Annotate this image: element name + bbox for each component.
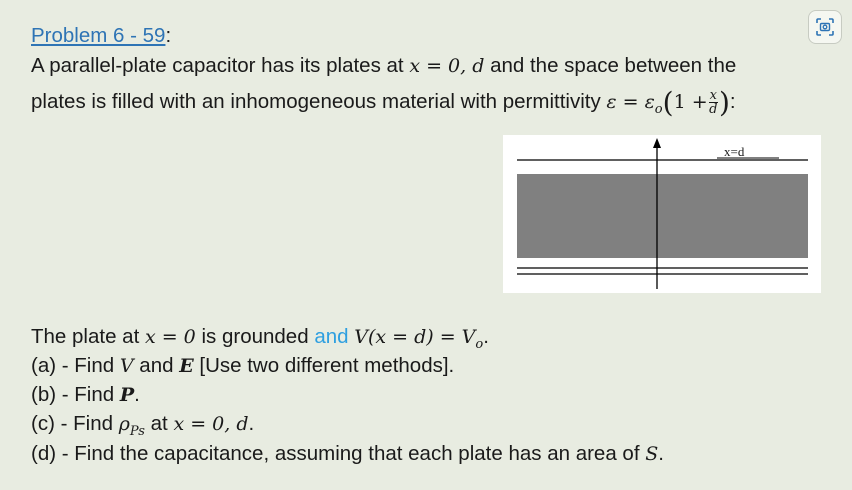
potential-symbol: V (119, 355, 134, 377)
field-symbol: E (179, 355, 194, 377)
highlighted-and: and (314, 325, 349, 348)
condition-text: is grounded (195, 325, 315, 348)
problem-statement-line-1 (31, 53, 736, 79)
question-text: and (133, 354, 180, 377)
voltage-subscript: o (475, 337, 484, 353)
screen-capture-icon (815, 17, 835, 37)
x-axis-arrowhead (653, 138, 661, 148)
right-paren: ) (718, 86, 730, 119)
question-text: [Use two different methods]. (193, 354, 455, 377)
period: . (248, 412, 255, 435)
period: . (658, 442, 664, 465)
question-b (31, 382, 140, 408)
area-symbol: S (645, 443, 659, 465)
problem-title-colon: : (165, 24, 172, 47)
problem-statement-line-2 (31, 86, 736, 123)
x-over-d-fraction (709, 89, 718, 116)
problem-title-link[interactable]: Problem 6 - 59 (31, 24, 166, 47)
question-text: (a) - Find (31, 354, 120, 377)
dielectric-slab (517, 174, 808, 258)
question-d (31, 441, 664, 467)
statement-text: and the space between the (484, 54, 737, 77)
capacitor-diagram (503, 135, 821, 293)
x-equals-d-label: x=d (724, 144, 745, 159)
period: . (483, 325, 489, 348)
question-text: (d) - Find the capacitance, assuming that each plate has an area of (31, 442, 646, 465)
capacitor-figure (503, 135, 821, 293)
question-a (31, 353, 454, 379)
question-text: (b) - Find (31, 383, 120, 406)
left-paren: ( (662, 86, 674, 119)
question-text: (c) - Find (31, 412, 119, 435)
plate-positions-math: x = 0, d (409, 55, 485, 77)
charge-density-subscript: Ps (129, 424, 145, 440)
fraction-denominator: d (709, 102, 718, 118)
statement-text: A parallel-plate capacitor has its plates at (31, 54, 410, 77)
statement-text: plates is filled with an inhomogeneous material with permittivity (31, 90, 607, 113)
polarization-symbol: P (119, 384, 135, 406)
problem-title (31, 23, 171, 49)
screen-capture-button[interactable] (808, 10, 842, 44)
permittivity-math: ε = ε (606, 91, 655, 113)
permittivity-subscript: o (654, 102, 663, 118)
question-c (31, 411, 254, 445)
grounded-plate-math: x = 0 (144, 326, 196, 348)
charge-density-symbol: ρ (118, 413, 130, 435)
condition-text: The plate at (31, 325, 145, 348)
statement-colon: : (729, 90, 736, 113)
fraction-numerator: x (709, 88, 717, 104)
plate-positions-math: x = 0, d (173, 413, 249, 435)
permittivity-one-plus: 1 + (673, 91, 708, 113)
period: . (134, 383, 140, 406)
question-text: at (144, 412, 174, 435)
voltage-condition-math: V(x = d) = V (354, 326, 476, 348)
